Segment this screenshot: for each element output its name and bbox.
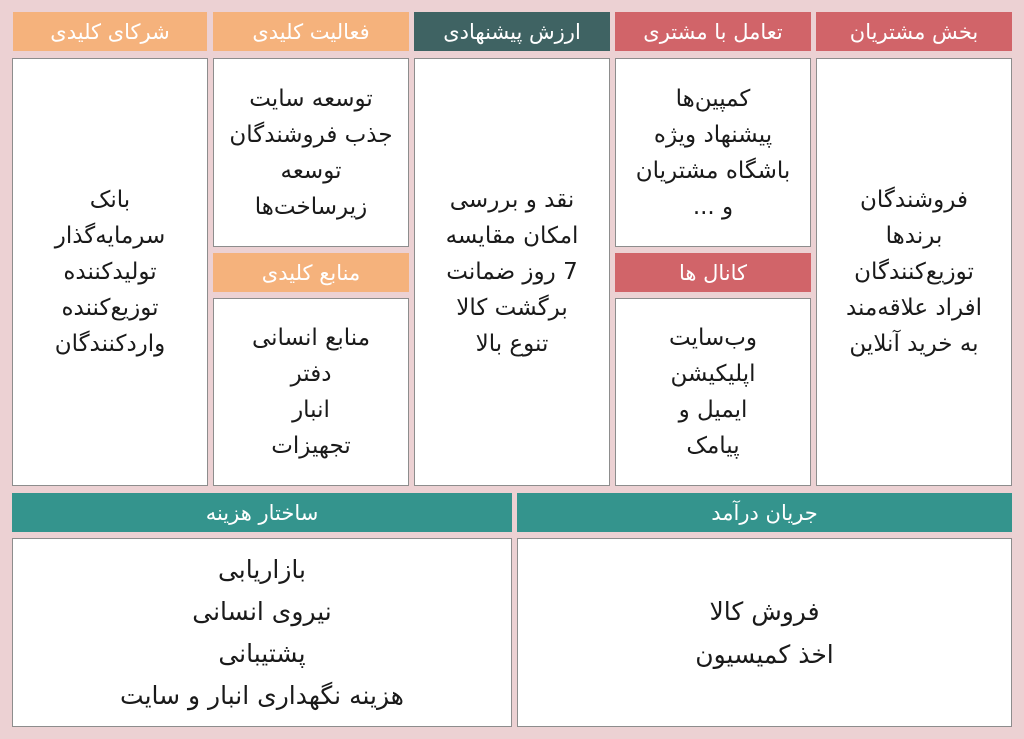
list-item: افراد علاقه‌مند	[845, 295, 983, 321]
customer-segments-box	[816, 58, 1012, 486]
list-item: برگشت کالا	[456, 295, 568, 321]
header-customer-relationships	[615, 12, 811, 51]
key-partners-list	[55, 182, 166, 362]
list-item: انبار	[292, 397, 330, 423]
list-item: توسعه	[280, 157, 342, 184]
list-item: بانک	[89, 187, 131, 213]
list-item: پیشنهاد ویژه	[653, 121, 773, 148]
list-item: و ...	[692, 193, 734, 220]
customer-segments-list	[846, 182, 982, 362]
list-item: سرمایه‌گذار	[54, 223, 166, 249]
list-item: فروشندگان	[860, 187, 968, 213]
list-item: تنوع بالا	[475, 331, 549, 357]
list-item: نیروی انسانی	[192, 596, 332, 626]
value-proposition-list	[446, 182, 579, 362]
list-item: ایمیل و	[678, 397, 748, 423]
list-item: توزیع‌کنندگان	[854, 259, 974, 285]
channels-title: کانال ها	[678, 260, 748, 285]
header-revenue-streams	[517, 493, 1012, 532]
list-item: برندها	[885, 223, 943, 249]
list-item: زیرساخت‌ها	[254, 193, 368, 220]
channels-list	[669, 320, 757, 464]
key-activities-title: فعالیت کلیدی	[252, 19, 370, 44]
list-item: پشتیبانی	[218, 638, 306, 668]
customer-relationships-title: تعامل با مشتری	[643, 19, 783, 44]
customer-relationships-list	[636, 81, 791, 225]
value-proposition-box	[414, 58, 610, 486]
header-key-partners	[13, 12, 207, 51]
value-proposition-title: ارزش پیشنهادی	[443, 19, 581, 44]
header-channels	[615, 253, 811, 292]
list-item: دفتر	[290, 361, 332, 387]
customer-segments-title: بخش مشتریان	[849, 19, 979, 44]
list-item: بازاریابی	[217, 554, 307, 584]
key-activities-list	[229, 81, 392, 225]
list-item: باشگاه مشتریان	[635, 157, 791, 184]
customer-relationships-box	[615, 58, 811, 247]
cost-structure-list	[120, 549, 404, 717]
header-cost-structure	[12, 493, 512, 532]
list-item: وب‌سایت	[668, 325, 758, 351]
key-activities-box	[213, 58, 409, 247]
revenue-streams-box	[517, 538, 1012, 727]
header-key-resources	[213, 253, 409, 292]
key-partners-title: شرکای کلیدی	[50, 19, 170, 44]
list-item: هزینه نگهداری انبار و سایت	[120, 680, 404, 710]
list-item: توسعه سایت	[249, 85, 373, 112]
cost-structure-title: ساختار هزینه	[205, 500, 319, 525]
key-resources-box	[213, 298, 409, 486]
revenue-streams-title: جریان درآمد	[711, 500, 818, 525]
list-item: تجهیزات	[271, 433, 351, 459]
list-item: تولیدکننده	[63, 259, 157, 285]
list-item: به خرید آنلاین	[849, 331, 979, 357]
key-resources-list	[252, 320, 370, 464]
header-customer-segments	[816, 12, 1012, 51]
list-item: امکان مقایسه	[445, 223, 579, 249]
key-resources-title: منابع کلیدی	[261, 260, 361, 285]
list-item: پیامک	[686, 433, 740, 459]
list-item: 7 روز ضمانت	[446, 259, 578, 285]
list-item: منابع انسانی	[251, 325, 371, 351]
channels-box	[615, 298, 811, 486]
list-item: نقد و بررسی	[449, 187, 575, 213]
header-key-activities	[213, 12, 409, 51]
cost-structure-box	[12, 538, 512, 727]
list-item: فروش کالا	[709, 596, 820, 626]
list-item: اخذ کمیسیون	[695, 639, 834, 669]
list-item: توزیع‌کننده	[61, 295, 159, 321]
list-item: واردکنندگان	[54, 331, 166, 357]
key-partners-box	[12, 58, 208, 486]
list-item: اپلیکیشن	[670, 361, 756, 387]
header-value-proposition	[414, 12, 610, 51]
list-item: جذب فروشندگان	[229, 121, 393, 148]
revenue-streams-list	[695, 590, 834, 676]
list-item: کمپین‌ها	[675, 85, 751, 112]
